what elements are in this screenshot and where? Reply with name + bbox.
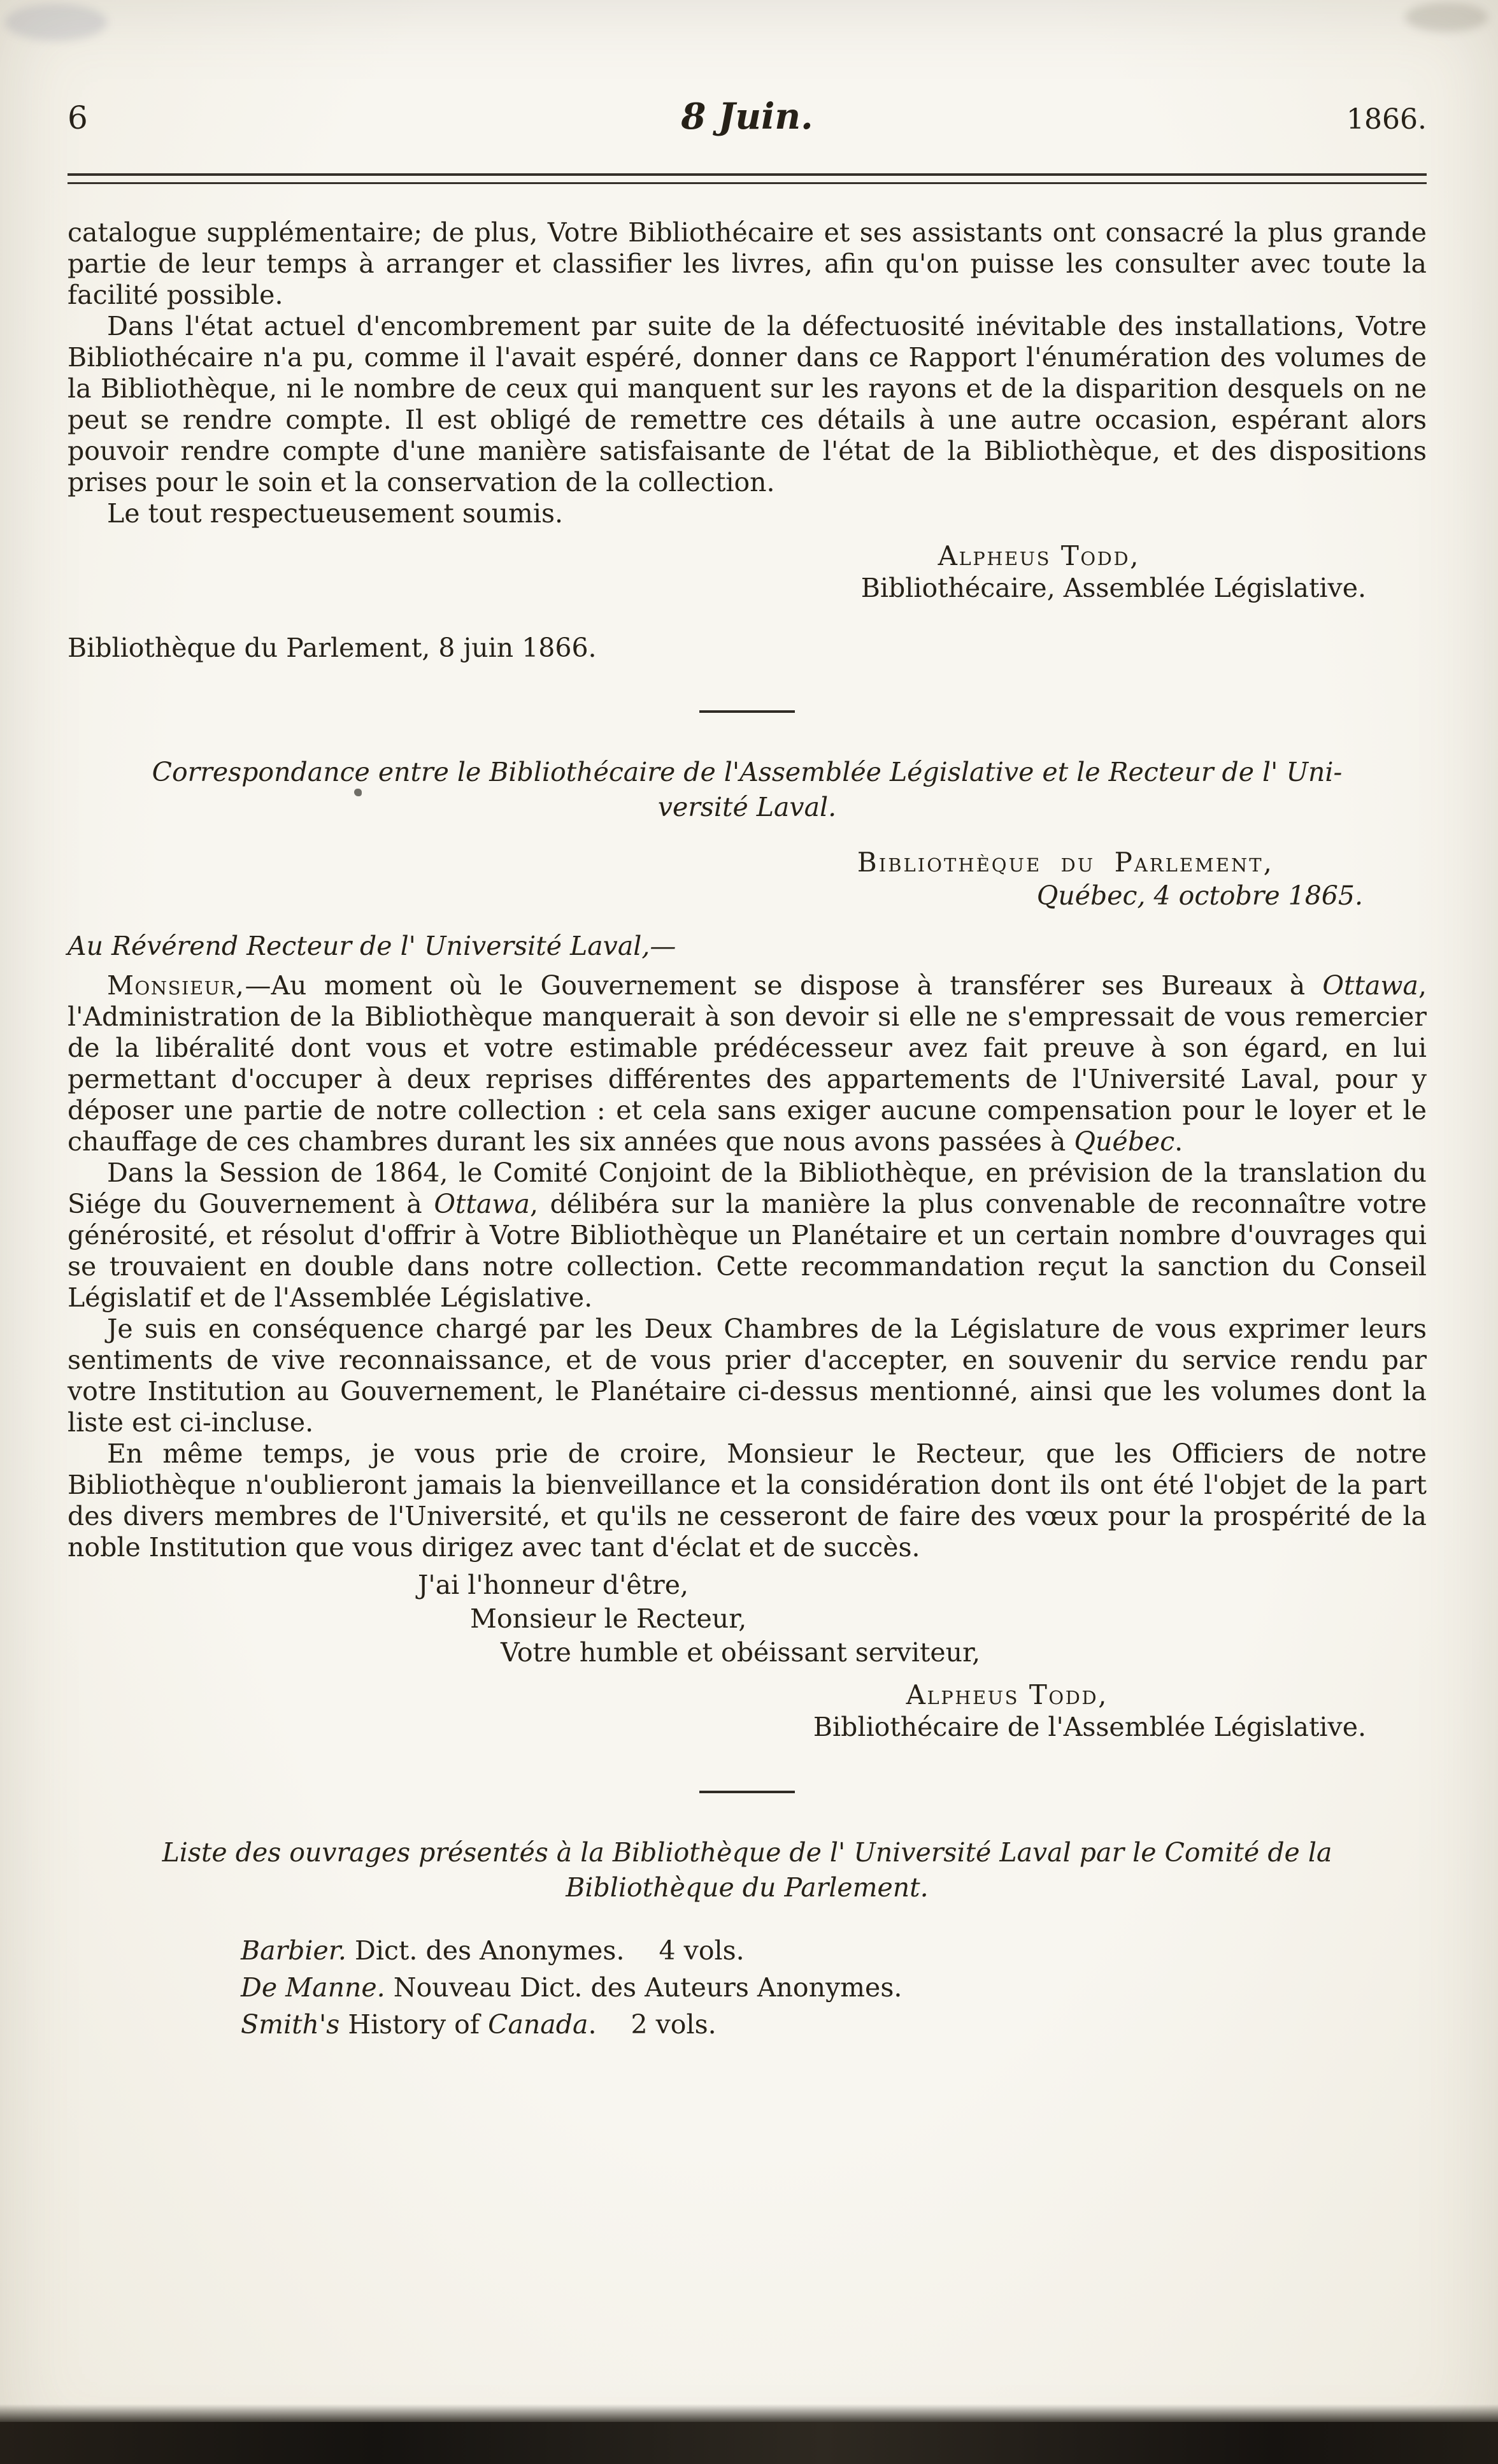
scan-speck [354,789,362,796]
section-divider-rule [699,1791,795,1793]
correspondence-section [68,755,1427,1744]
scan-artifact-top-left [5,4,107,41]
report-paragraph: Dans l'état actuel d'encombrement par suite de la défectuosité inévitable des installations, Votre Bibliothécaire n'a pu, comme il l'avait espéré, donner dans ce Rapport l'énumération des volumes de la Bibliothèque, ni le nombre de ceux qui manquent sur les rayons et de la disparition desquels on ne peut se rendre compte. Il est obligé de remettre ces détails à une autre occasion, espérant alors pouvoir rendre compte d'une manière satisfaisante de l'état de la Bibliothèque, et des dispositions prises pour le soin et la conservation de la collection. [68,311,1427,498]
letter-signature-title: Bibliothécaire de l'Assemblée Législative. [813,1712,1366,1742]
letter-place-date: Québec, 4 octobre 1865. [1036,880,1363,911]
book-list [241,1932,1427,2043]
letter-paragraph: Je suis en conséquence chargé par les Deux Chambres de la Législature de vous exprimer leurs sentiments de vive reconnaissance, et de vous prier d'accepter, en souvenir du service rendu par votre Institution au Gouvernement, le Planétaire ci-dessus mentionné, ainsi que les volumes dont la liste est ci-incluse. [68,1314,1427,1438]
book-list-section [68,1835,1427,2043]
letter-paragraph: Monsieur,—Au moment où le Gouvernement se dispose à transférer ses Bureaux à Ottawa, l'Administration de la Bibliothèque manquerait à son devoir si elle ne s'empressait de vous remercier de la libéralité dont vous et votre estimable prédécesseur avez fait preuve à son égard, en lui permettant d'occuper à deux reprises différentes des appartements de l'Université Laval, pour y déposer une partie de notre collection : et cela sans exiger aucune compensation pour le loyer et le chauffage de ces chambres durant les six années que nous avons passées à Québec. [68,970,1427,1157]
running-header [68,96,1427,138]
book-list-item: Barbier. Dict. des Anonymes. 4 vols. [241,1935,745,1966]
letter-closing-line: Monsieur le Recteur, [470,1603,747,1634]
scan-artifact-top-right [1405,3,1488,32]
book-list-heading-line-1: Liste des ouvrages présentés à la Bibliothèque de l' Université Laval par le Comité de la [162,1837,1332,1868]
letter-paragraph: Dans la Session de 1864, le Comité Conjoint de la Bibliothèque, en prévision de la translation du Siége du Gouvernement à Ottawa, délibéra sur la manière la plus convenable de reconnaître votre générosité, et résolut d'offrir à Votre Bibliothèque un Planétaire et un certain nombre d'ouvrages qui se trouvaient en double dans notre collection. Cette recommandation reçut la sanction du Conseil Législatif et de l'Assemblée Législative. [68,1157,1427,1313]
book-list-heading-line-2: Bibliothèque du Parlement. [566,1872,929,1903]
letter-closing-line: J'ai l'honneur d'être, [418,1570,689,1600]
header-double-rule [68,173,1427,184]
letterhead-institution: Bibliothèque du Parlement, [857,847,1274,878]
correspondence-heading-line-2: versité Laval. [657,792,837,822]
letter-signature-name: Alpheus Todd, [906,1679,1108,1710]
header-year: 1866. [1346,103,1427,136]
correspondence-heading-line-1: Correspondance entre le Bibliothécaire de l'Assemblée Législative et le Recteur de l' Uni- [152,757,1343,787]
report-closing-line: Le tout respectueusement soumis. [107,498,564,529]
letter-salutation: Au Révérend Recteur de l' Université Laval,— [68,931,676,961]
letterhead-block [68,845,1427,913]
letter-closing-line: Votre humble et obéissant serviteur, [501,1637,981,1668]
report-signature-name: Alpheus Todd, [938,540,1140,571]
letter-paragraph: En même temps, je vous prie de croire, Monsieur le Recteur, que les Officiers de notre Bibliothèque n'oublieront jamais la bienveillance et la considération dont ils ont été l'objet de la part des divers membres de l'Université, et qu'ils ne cesseront de faire des vœux pour la prospérité de la noble Institution que vous dirigez avec tant d'éclat et de succès. [68,1438,1427,1563]
section-divider-rule [699,710,795,713]
report-dateline: Bibliothèque du Parlement, 8 juin 1866. [68,633,597,663]
scan-bottom-edge [0,2422,1498,2464]
header-date: 8 Juin. [681,96,813,138]
report-signature-title: Bibliothécaire, Assemblée Législative. [860,573,1366,603]
report-paragraph: catalogue supplémentaire; de plus, Votre Bibliothécaire et ses assistants ont consacré la plus grande partie de leur temps à arranger et classifier les livres, afin qu'on puisse les consulter avec toute la facilité possible. [68,217,1427,310]
book-list-item: Smith's History of Canada. 2 vols. [241,2009,717,2040]
book-list-item: De Manne. Nouveau Dict. des Auteurs Anonymes. [241,1972,902,2003]
page-number: 6 [68,99,88,136]
report-section [68,217,1427,663]
